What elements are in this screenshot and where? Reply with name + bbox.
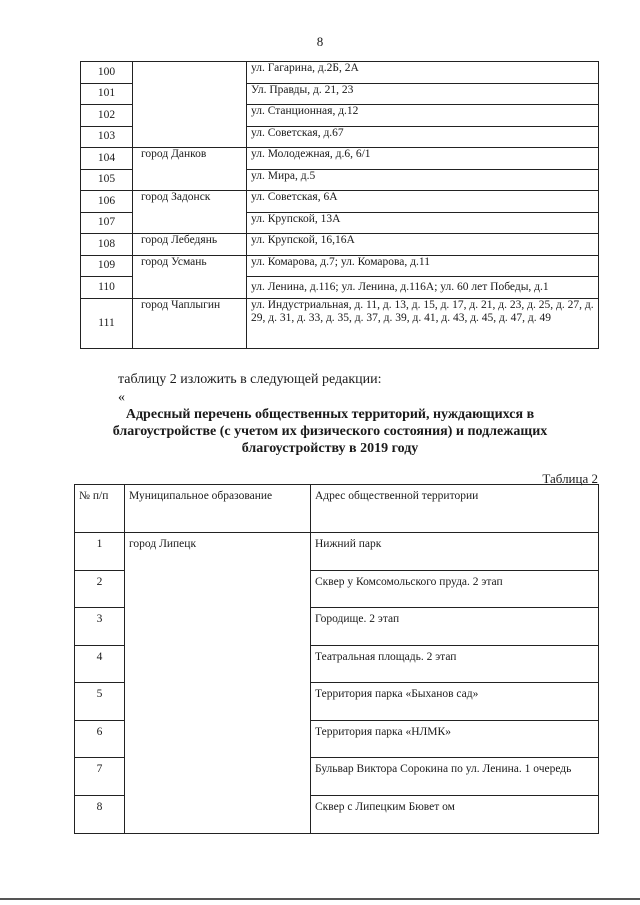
address-cell: ул. Советская, 6А (247, 191, 599, 213)
address-cell: ул. Гагарина, д.2Б, 2А (247, 62, 599, 84)
row-number: 106 (81, 191, 133, 213)
row-number: 6 (75, 720, 125, 758)
address-cell: ул. Станционная, д.12 (247, 105, 599, 127)
address-cell: ул. Советская, д.67 (247, 126, 599, 148)
address-cell: ул. Комарова, д.7; ул. Комарова, д.11 (247, 255, 599, 277)
row-number: 4 (75, 645, 125, 683)
table-header-row (75, 485, 599, 533)
address-cell: Бульвар Виктора Сорокина по ул. Ленина. 1 очередь (311, 758, 599, 796)
row-number: 3 (75, 608, 125, 646)
municipality-cell: город Чаплыгин (133, 298, 247, 348)
address-cell: ул. Мира, д.5 (247, 169, 599, 191)
row-number: 2 (75, 570, 125, 608)
table-row (81, 148, 599, 170)
address-cell: Театральная площадь. 2 этап (311, 645, 599, 683)
page-bottom-edge (0, 898, 640, 900)
opening-quote: « (118, 390, 125, 405)
header-municipality: Муниципальное образование (125, 485, 311, 533)
table-row (75, 533, 599, 571)
address-cell: Ул. Правды, д. 21, 23 (247, 83, 599, 105)
address-cell: Территория парка «Быханов сад» (311, 683, 599, 721)
row-number: 102 (81, 105, 133, 127)
address-cell: Территория парка «НЛМК» (311, 720, 599, 758)
municipality-cell: город Задонск (133, 191, 247, 234)
table-caption: Таблица 2 (542, 471, 598, 486)
row-number: 104 (81, 148, 133, 170)
header-number: № п/п (75, 485, 125, 533)
header-address: Адрес общественной территории (311, 485, 599, 533)
address-cell: ул. Крупской, 16,16А (247, 234, 599, 256)
address-cell: Сквер у Комсомольского пруда. 2 этап (311, 570, 599, 608)
table-row (81, 234, 599, 256)
row-number: 108 (81, 234, 133, 256)
row-number: 100 (81, 62, 133, 84)
municipality-cell: город Лебедянь (133, 234, 247, 256)
row-number: 1 (75, 533, 125, 571)
address-cell: ул. Крупской, 13А (247, 212, 599, 234)
municipality-cell-empty (133, 62, 247, 148)
address-cell: Городище. 2 этап (311, 608, 599, 646)
municipality-cell: город Данков (133, 148, 247, 191)
table-row (81, 62, 599, 84)
addresses-table-continued (80, 61, 599, 349)
municipality-cell: город Усмань (133, 255, 247, 298)
row-number: 8 (75, 795, 125, 833)
table-row (81, 191, 599, 213)
row-number: 110 (81, 277, 133, 299)
page-number: 8 (316, 34, 324, 49)
address-cell: ул. Индустриальная, д. 11, д. 13, д. 15, д. 17, д. 21, д. 23, д. 25, д. 27, д. 29, д. 31, д. 33, д. 35, д. 37, д. 39, д. 41, д. 43, д. 45, д. 47, д. 49 (247, 298, 599, 348)
public-territories-table (74, 484, 599, 834)
row-number: 101 (81, 83, 133, 105)
row-number: 105 (81, 169, 133, 191)
row-number: 107 (81, 212, 133, 234)
row-number: 109 (81, 255, 133, 277)
table-row (81, 298, 599, 348)
instruction-paragraph: таблицу 2 изложить в следующей редакции: (118, 372, 382, 387)
row-number: 103 (81, 126, 133, 148)
address-cell: Сквер с Липецким Бювет ом (311, 795, 599, 833)
address-cell: Нижний парк (311, 533, 599, 571)
municipality-cell: город Липецк (125, 533, 311, 834)
table-row (81, 255, 599, 277)
row-number: 7 (75, 758, 125, 796)
row-number: 111 (81, 298, 133, 348)
section-heading: Адресный перечень общественных территорий, нуждающихся в благоустройстве (с учетом их физического состояния) и подлежащих благоустройству в 2019 году (112, 407, 548, 456)
row-number: 5 (75, 683, 125, 721)
address-cell: ул. Молодежная, д.6, 6/1 (247, 148, 599, 170)
address-cell: ул. Ленина, д.116; ул. Ленина, д.116А; ул. 60 лет Победы, д.1 (247, 277, 599, 299)
